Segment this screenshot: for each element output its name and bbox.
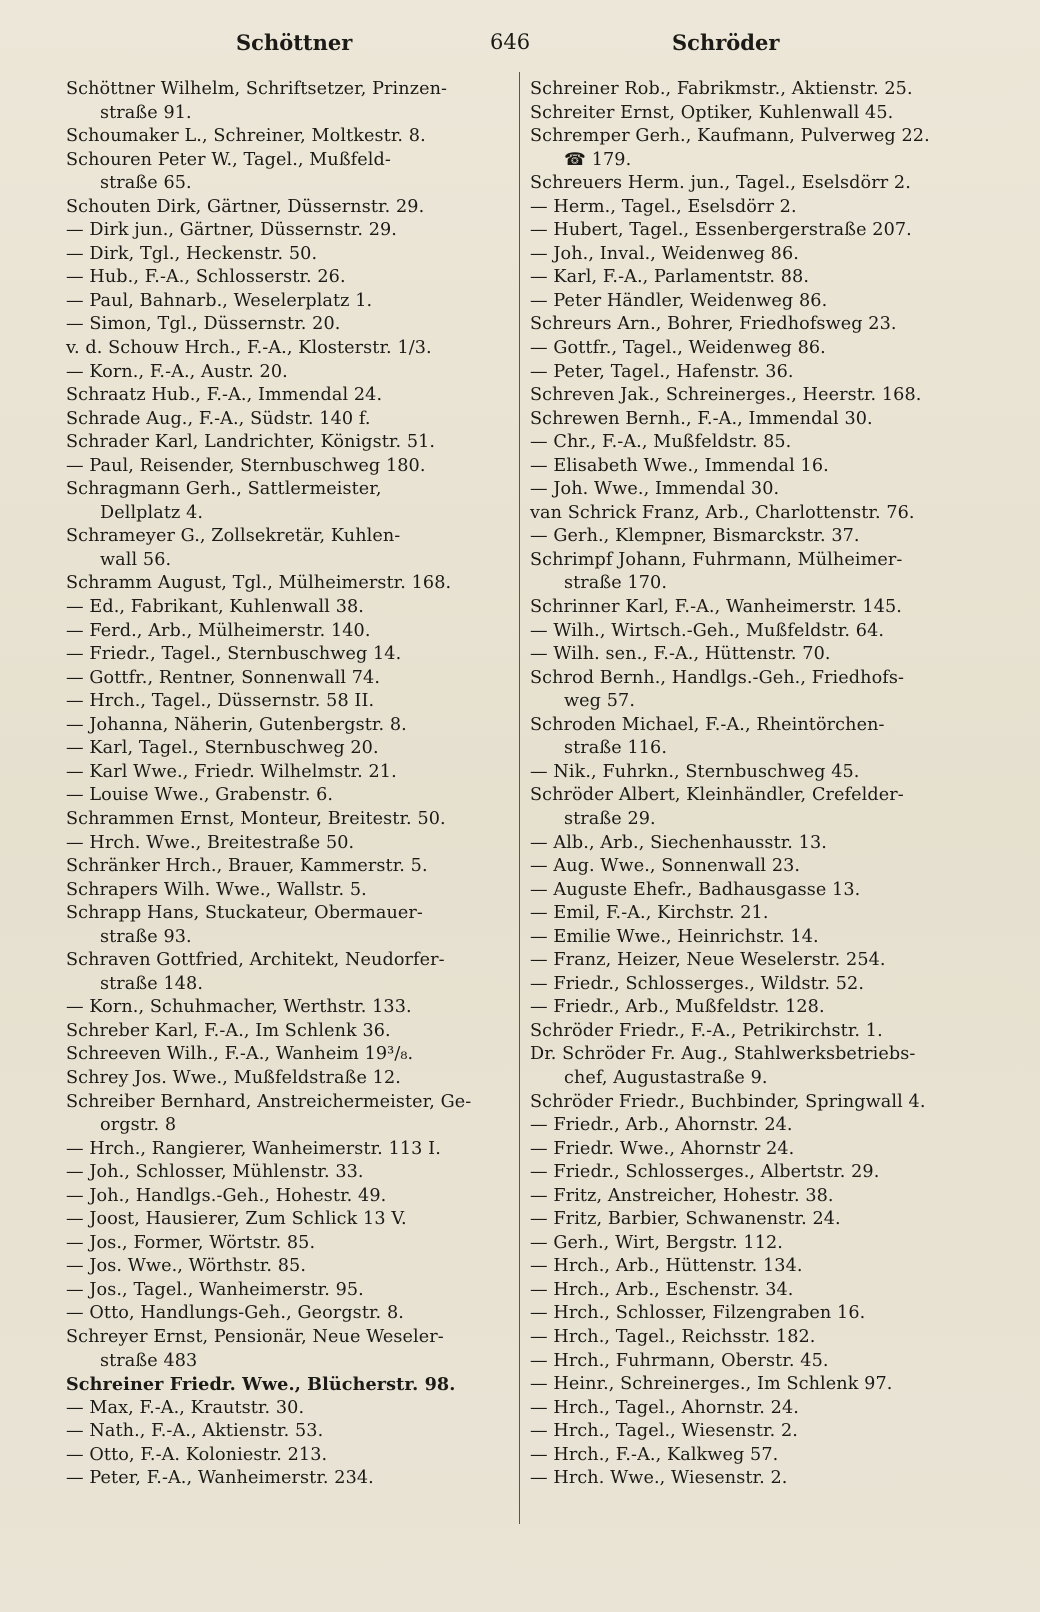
left-column bbox=[66, 78, 496, 1491]
directory-entry-line: — Jos., Tagel., Wanheimerstr. 95. bbox=[66, 1279, 364, 1300]
directory-entry-line: — Fritz, Anstreicher, Hohestr. 38. bbox=[530, 1185, 834, 1206]
directory-entry-line: — Hrch., Tagel., Wiesenstr. 2. bbox=[530, 1421, 798, 1442]
directory-entry-line: — Friedr., Arb., Ahornstr. 24. bbox=[530, 1115, 793, 1136]
directory-entry-line: — Fritz, Barbier, Schwanenstr. 24. bbox=[530, 1209, 841, 1230]
directory-entry-line: — Hrch., Tagel., Düssernstr. 58 II. bbox=[66, 691, 375, 712]
directory-entry-line: — Friedr., Arb., Mußfeldstr. 128. bbox=[530, 997, 825, 1018]
directory-entry-line: Schragmann Gerh., Sattlermeister, bbox=[66, 479, 382, 500]
right-column bbox=[530, 78, 970, 1491]
directory-entry-line: Schrapp Hans, Stuckateur, Obermauer- bbox=[66, 903, 423, 924]
directory-entry-line: — Hrch., Rangierer, Wanheimerstr. 113 I. bbox=[66, 1138, 441, 1159]
directory-entry-line: — Karl, Tagel., Sternbuschweg 20. bbox=[66, 738, 379, 759]
directory-entry-line: — Otto, F.-A. Koloniestr. 213. bbox=[66, 1444, 328, 1465]
directory-entry-line: Schrameyer G., Zollsekretär, Kuhlen- bbox=[66, 526, 401, 547]
directory-entry-line: Schreiner Rob., Fabrikmstr., Aktienstr. 25. bbox=[530, 79, 913, 99]
entry-continuation-line: wall 56. bbox=[100, 549, 172, 570]
directory-entry-line: Schreber Karl, F.-A., Im Schlenk 36. bbox=[66, 1020, 391, 1041]
header-right-keyword: Schröder bbox=[672, 30, 780, 55]
directory-entry-line: — Wilh., Wirtsch.-Geh., Mußfeldstr. 64. bbox=[530, 620, 885, 641]
directory-entry-line: Schreiber Bernhard, Anstreichermeister, Ge- bbox=[66, 1091, 472, 1112]
directory-entry-line: — Hrch., F.-A., Kalkweg 57. bbox=[530, 1444, 779, 1465]
header-left-keyword: Schöttner bbox=[236, 30, 353, 55]
directory-entry-line: — Jos. Wwe., Wörthstr. 85. bbox=[66, 1256, 307, 1277]
column-divider bbox=[519, 72, 520, 1524]
directory-entry-line: — Joost, Hausierer, Zum Schlick 13 V. bbox=[66, 1209, 407, 1230]
directory-entry-line: — Peter Händler, Weidenweg 86. bbox=[530, 290, 828, 311]
directory-entry-line: Schoumaker L., Schreiner, Moltkestr. 8. bbox=[66, 126, 426, 147]
directory-entry-line: — Dirk, Tgl., Heckenstr. 50. bbox=[66, 243, 318, 264]
directory-entry-line: — Hrch., Arb., Hüttenstr. 134. bbox=[530, 1256, 803, 1277]
directory-entry-line: — Gerh., Wirt, Bergstr. 112. bbox=[530, 1232, 783, 1253]
directory-entry-line: — Jos., Former, Wörtstr. 85. bbox=[66, 1232, 316, 1253]
directory-entry-line: Schröder Friedr., F.-A., Petrikirchstr. 1. bbox=[530, 1020, 883, 1041]
entry-continuation-line: straße 93. bbox=[100, 926, 192, 947]
entry-continuation-line: straße 29. bbox=[564, 808, 656, 829]
directory-entry-line: Schrey Jos. Wwe., Mußfeldstraße 12. bbox=[66, 1067, 401, 1088]
directory-entry-line: Dr. Schröder Fr. Aug., Stahlwerksbetriebs- bbox=[530, 1044, 916, 1065]
directory-entry-line: — Hrch., Fuhrmann, Oberstr. 45. bbox=[530, 1350, 829, 1371]
directory-entry-line: — Simon, Tgl., Düssernstr. 20. bbox=[66, 314, 341, 335]
directory-entry-line: — Elisabeth Wwe., Immendal 16. bbox=[530, 455, 829, 476]
directory-entry-line: Schrader Karl, Landrichter, Königstr. 51. bbox=[66, 432, 436, 453]
entry-continuation-line: chef, Augustastraße 9. bbox=[564, 1067, 768, 1088]
directory-entry-line: Schreiter Ernst, Optiker, Kuhlenwall 45. bbox=[530, 102, 894, 123]
directory-entry-line: Schrod Bernh., Handlgs.-Geh., Friedhofs- bbox=[530, 667, 905, 688]
directory-entry-line: Schröder Friedr., Buchbinder, Springwall 4. bbox=[530, 1091, 926, 1112]
directory-entry-line: — Wilh. sen., F.-A., Hüttenstr. 70. bbox=[530, 644, 831, 665]
directory-entry-line: — Paul, Bahnarb., Weselerplatz 1. bbox=[66, 290, 373, 311]
directory-entry-line: — Hrch., Arb., Eschenstr. 34. bbox=[530, 1279, 794, 1300]
directory-entry-line: — Johanna, Näherin, Gutenbergstr. 8. bbox=[66, 714, 407, 735]
directory-entry-line: — Max, F.-A., Krautstr. 30. bbox=[66, 1397, 305, 1418]
directory-entry-line: — Dirk jun., Gärtner, Düssernstr. 29. bbox=[66, 220, 397, 241]
directory-entry-line: van Schrick Franz, Arb., Charlottenstr. 76. bbox=[530, 502, 915, 523]
directory-entry-line: Schrimpf Johann, Fuhrmann, Mülheimer- bbox=[530, 549, 903, 570]
entry-continuation-line: weg 57. bbox=[564, 691, 636, 712]
directory-entry-line: — Otto, Handlungs-Geh., Georgstr. 8. bbox=[66, 1303, 404, 1324]
directory-entry-line: — Franz, Heizer, Neue Weselerstr. 254. bbox=[530, 950, 886, 971]
entry-continuation-line: straße 116. bbox=[564, 738, 668, 759]
directory-entry-line: — Hub., F.-A., Schlosserstr. 26. bbox=[66, 267, 346, 288]
directory-entry-line: — Korn., F.-A., Austr. 20. bbox=[66, 361, 288, 382]
directory-entry-line: Schramm August, Tgl., Mülheimerstr. 168. bbox=[66, 573, 452, 594]
entry-continuation-line: straße 148. bbox=[100, 973, 204, 994]
directory-entry-line: Schreuers Herm. jun., Tagel., Eselsdörr 2. bbox=[530, 173, 911, 194]
directory-entry-line: — Friedr., Schlosserges., Wildstr. 52. bbox=[530, 973, 865, 994]
directory-entry-line: Schraatz Hub., F.-A., Immendal 24. bbox=[66, 385, 383, 406]
directory-entry-line: — Peter, F.-A., Wanheimerstr. 234. bbox=[66, 1468, 374, 1489]
page-number: 646 bbox=[490, 30, 531, 54]
entry-continuation-line: straße 483 bbox=[100, 1350, 198, 1371]
directory-entry-line: — Auguste Ehefr., Badhausgasse 13. bbox=[530, 879, 861, 900]
directory-entry-line: — Karl Wwe., Friedr. Wilhelmstr. 21. bbox=[66, 761, 397, 782]
directory-entry-line: — Hrch., Schlosser, Filzengraben 16. bbox=[530, 1303, 866, 1324]
entry-continuation-line: ☎ 179. bbox=[564, 149, 632, 170]
directory-entry-line: — Joh., Inval., Weidenweg 86. bbox=[530, 243, 799, 264]
entry-continuation-line: straße 170. bbox=[564, 573, 668, 594]
directory-entry-line: — Ferd., Arb., Mülheimerstr. 140. bbox=[66, 620, 371, 641]
directory-entry-line: Schreurs Arn., Bohrer, Friedhofsweg 23. bbox=[530, 314, 897, 335]
directory-entry-line: — Hrch., Tagel., Reichsstr. 182. bbox=[530, 1326, 816, 1347]
entry-continuation-line: straße 91. bbox=[100, 102, 192, 123]
directory-entry-line: — Gerh., Klempner, Bismarckstr. 37. bbox=[530, 526, 860, 547]
directory-entry-line: Schrammen Ernst, Monteur, Breitestr. 50. bbox=[66, 808, 446, 829]
directory-entry-line: — Joh., Schlosser, Mühlenstr. 33. bbox=[66, 1162, 364, 1183]
directory-entry-line: — Ed., Fabrikant, Kuhlenwall 38. bbox=[66, 597, 364, 618]
directory-entry-line: Schouten Dirk, Gärtner, Düssernstr. 29. bbox=[66, 196, 425, 217]
directory-entry-line: Schroden Michael, F.-A., Rheintörchen- bbox=[530, 714, 885, 735]
directory-entry-line: — Herm., Tagel., Eselsdörr 2. bbox=[530, 196, 797, 217]
directory-entry-line: Schöttner Wilhelm, Schriftsetzer, Prinzen- bbox=[66, 79, 448, 99]
directory-entry-line: — Hrch., Tagel., Ahornstr. 24. bbox=[530, 1397, 799, 1418]
directory-entry-line: — Joh., Handlgs.-Geh., Hohestr. 49. bbox=[66, 1185, 387, 1206]
directory-entry-line: Schrewen Bernh., F.-A., Immendal 30. bbox=[530, 408, 873, 429]
entry-continuation-line: straße 65. bbox=[100, 173, 192, 194]
directory-entry-line: — Emil, F.-A., Kirchstr. 21. bbox=[530, 903, 769, 924]
directory-entry-line: v. d. Schouw Hrch., F.-A., Klosterstr. 1/3. bbox=[66, 338, 432, 359]
directory-entry-line: — Korn., Schuhmacher, Werthstr. 133. bbox=[66, 997, 412, 1018]
directory-entry-line: — Friedr., Schlosserges., Albertstr. 29. bbox=[530, 1162, 880, 1183]
directory-entry-line: Schreyer Ernst, Pensionär, Neue Weseler- bbox=[66, 1326, 444, 1347]
directory-entry-line: Schreiner Friedr. Wwe., Blücherstr. 98. bbox=[66, 1374, 456, 1396]
directory-entry-line: — Heinr., Schreinerges., Im Schlenk 97. bbox=[530, 1374, 893, 1395]
directory-entry-line: Schränker Hrch., Brauer, Kammerstr. 5. bbox=[66, 856, 428, 877]
directory-entry-line: — Peter, Tagel., Hafenstr. 36. bbox=[530, 361, 794, 382]
directory-entry-line: — Emilie Wwe., Heinrichstr. 14. bbox=[530, 926, 819, 947]
entry-continuation-line: Dellplatz 4. bbox=[100, 502, 204, 523]
directory-entry-line: — Louise Wwe., Grabenstr. 6. bbox=[66, 785, 334, 806]
directory-entry-line: — Hubert, Tagel., Essenbergerstraße 207. bbox=[530, 220, 912, 241]
directory-entry-line: — Hrch. Wwe., Wiesenstr. 2. bbox=[530, 1468, 788, 1489]
directory-entry-line: — Gottfr., Rentner, Sonnenwall 74. bbox=[66, 667, 381, 688]
page-header bbox=[60, 30, 1000, 64]
directory-entry-line: — Chr., F.-A., Mußfeldstr. 85. bbox=[530, 432, 792, 453]
directory-entry-line: Schreeven Wilh., F.-A., Wanheim 19³/₈. bbox=[66, 1044, 414, 1065]
directory-entry-line: Schreven Jak., Schreinerges., Heerstr. 168. bbox=[530, 385, 922, 406]
directory-entry-line: — Gottfr., Tagel., Weidenweg 86. bbox=[530, 338, 826, 359]
directory-entry-line: Schremper Gerh., Kaufmann, Pulverweg 22. bbox=[530, 126, 930, 147]
directory-entry-line: Schrinner Karl, F.-A., Wanheimerstr. 145. bbox=[530, 597, 902, 618]
directory-entry-line: — Paul, Reisender, Sternbuschweg 180. bbox=[66, 455, 426, 476]
directory-entry-line: — Karl, F.-A., Parlamentstr. 88. bbox=[530, 267, 810, 288]
directory-entry-line: — Joh. Wwe., Immendal 30. bbox=[530, 479, 780, 500]
directory-entry-line: — Hrch. Wwe., Breitestraße 50. bbox=[66, 832, 355, 853]
directory-entry-line: — Aug. Wwe., Sonnenwall 23. bbox=[530, 856, 801, 877]
directory-entry-line: — Alb., Arb., Siechenhausstr. 13. bbox=[530, 832, 827, 853]
directory-entry-line: Schrade Aug., F.-A., Südstr. 140 f. bbox=[66, 408, 371, 429]
directory-entry-line: — Nik., Fuhrkn., Sternbuschweg 45. bbox=[530, 761, 860, 782]
directory-entry-line: Schraven Gottfried, Architekt, Neudorfer- bbox=[66, 950, 445, 971]
directory-entry-line: Schrapers Wilh. Wwe., Wallstr. 5. bbox=[66, 879, 367, 900]
directory-entry-line: — Friedr. Wwe., Ahornstr 24. bbox=[530, 1138, 795, 1159]
entry-continuation-line: orgstr. 8 bbox=[100, 1115, 177, 1136]
directory-entry-line: — Friedr., Tagel., Sternbuschweg 14. bbox=[66, 644, 402, 665]
directory-entry-line: — Nath., F.-A., Aktienstr. 53. bbox=[66, 1421, 324, 1442]
directory-entry-line: Schröder Albert, Kleinhändler, Crefelder- bbox=[530, 785, 904, 806]
directory-entry-line: Schouren Peter W., Tagel., Mußfeld- bbox=[66, 149, 391, 170]
